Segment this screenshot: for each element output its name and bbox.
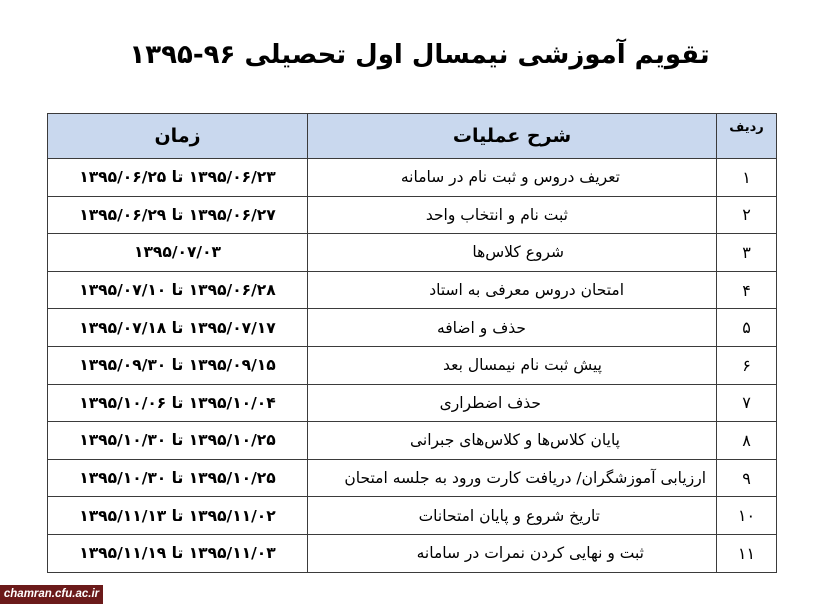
table-row xyxy=(48,422,777,460)
row-description: پیش ثبت نام نیمسال بعد xyxy=(308,346,717,384)
row-index: ۶ xyxy=(717,346,777,384)
header-index: ردیف xyxy=(717,114,777,159)
row-description: شروع کلاس‌ها xyxy=(308,234,717,272)
academic-calendar-table xyxy=(47,113,777,573)
header-time: زمان xyxy=(48,114,308,159)
row-time: ۱۳۹۵/۱۰/۰۴ تا ۱۳۹۵/۱۰/۰۶ xyxy=(48,384,308,422)
site-watermark: chamran.cfu.ac.ir xyxy=(0,585,103,604)
row-description: پایان کلاس‌ها و کلاس‌های جبرانی xyxy=(308,422,717,460)
row-time: ۱۳۹۵/۰۹/۱۵ تا ۱۳۹۵/۰۹/۳۰ xyxy=(48,346,308,384)
row-index: ۵ xyxy=(717,309,777,347)
table-row xyxy=(48,346,777,384)
table-row xyxy=(48,459,777,497)
row-index: ۱ xyxy=(717,159,777,197)
row-description: ارزیابی آموزشگران/ دریافت کارت ورود به جلسه امتحان xyxy=(308,459,717,497)
row-index: ۱۰ xyxy=(717,497,777,535)
table-row xyxy=(48,271,777,309)
row-index: ۷ xyxy=(717,384,777,422)
row-description: ثبت نام و انتخاب واحد xyxy=(308,196,717,234)
table-row xyxy=(48,309,777,347)
row-description: تعریف دروس و ثبت نام در سامانه xyxy=(308,159,717,197)
row-description: تاریخ شروع و پایان امتحانات xyxy=(308,497,717,535)
table-row xyxy=(48,234,777,272)
row-time: ۱۳۹۵/۱۰/۲۵ تا ۱۳۹۵/۱۰/۳۰ xyxy=(48,422,308,460)
row-time: ۱۳۹۵/۰۷/۱۷ تا ۱۳۹۵/۰۷/۱۸ xyxy=(48,309,308,347)
table-row xyxy=(48,196,777,234)
row-index: ۹ xyxy=(717,459,777,497)
row-time: ۱۳۹۵/۰۶/۲۳ تا ۱۳۹۵/۰۶/۲۵ xyxy=(48,159,308,197)
row-description: حذف و اضافه xyxy=(308,309,717,347)
row-index: ۳ xyxy=(717,234,777,272)
table-row xyxy=(48,159,777,197)
table-row xyxy=(48,497,777,535)
row-time: ۱۳۹۵/۱۰/۲۵ تا ۱۳۹۵/۱۰/۳۰ xyxy=(48,459,308,497)
row-time: ۱۳۹۵/۰۶/۲۸ تا ۱۳۹۵/۰۷/۱۰ xyxy=(48,271,308,309)
row-time: ۱۳۹۵/۱۱/۰۳ تا ۱۳۹۵/۱۱/۱۹ xyxy=(48,534,308,572)
row-time: ۱۳۹۵/۰۶/۲۷ تا ۱۳۹۵/۰۶/۲۹ xyxy=(48,196,308,234)
table-row xyxy=(48,384,777,422)
page-title: تقویم آموزشی نیمسال اول تحصیلی ۹۶-۱۳۹۵ xyxy=(129,40,710,70)
row-description: ثبت و نهایی کردن نمرات در سامانه xyxy=(308,534,717,572)
row-description: حذف اضطراری xyxy=(308,384,717,422)
row-index: ۲ xyxy=(717,196,777,234)
row-index: ۸ xyxy=(717,422,777,460)
table-header-row xyxy=(48,114,777,159)
row-description: امتحان دروس معرفی به استاد xyxy=(308,271,717,309)
table-row xyxy=(48,534,777,572)
header-description: شرح عملیات xyxy=(308,114,717,159)
row-index: ۱۱ xyxy=(717,534,777,572)
row-time: ۱۳۹۵/۰۷/۰۳ xyxy=(48,234,308,272)
row-index: ۴ xyxy=(717,271,777,309)
row-time: ۱۳۹۵/۱۱/۰۲ تا ۱۳۹۵/۱۱/۱۳ xyxy=(48,497,308,535)
